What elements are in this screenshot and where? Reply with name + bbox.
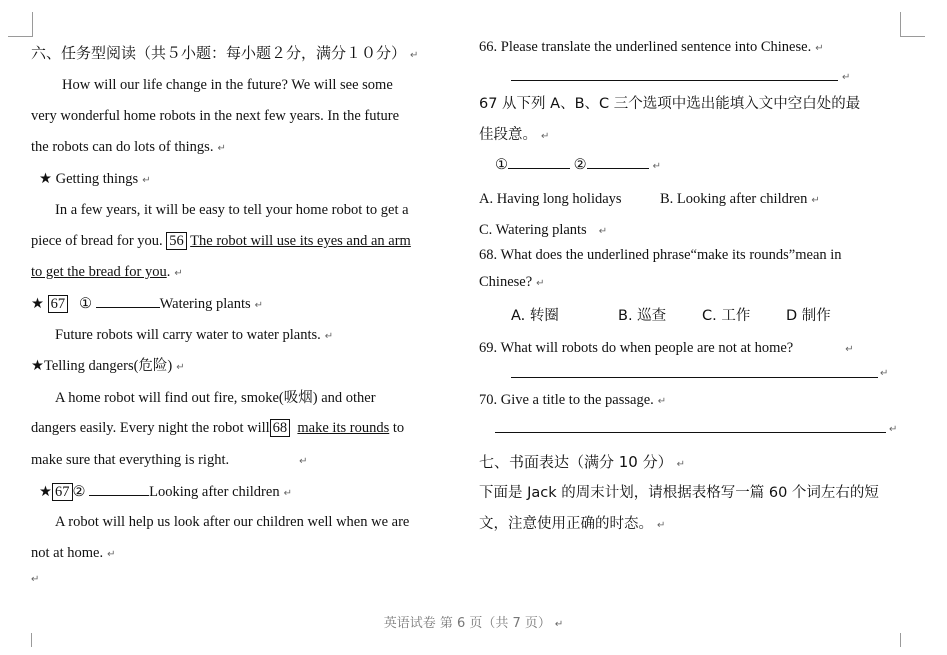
- heading-telling-dangers: ★Telling dangers(危险) ↵: [31, 358, 185, 374]
- heading-watering-plants: ★ 67 ① Watering plants ↵: [31, 293, 263, 316]
- pm-69: ↵: [880, 368, 889, 379]
- question-68-line-2: Chinese? ↵: [479, 274, 545, 290]
- question-67-option-c: C. Watering plants ↵: [479, 222, 608, 238]
- intro-line-1: How will our life change in the future? We will see some: [62, 77, 393, 93]
- intro-line-2: very wonderful home robots in the next few years. In the future: [31, 108, 400, 124]
- heading-getting-things: ★ Getting things ↵: [39, 171, 151, 187]
- para1-line-2: piece of bread for you. 56 The robot will use its eyes and an arm: [31, 233, 411, 249]
- crop-mark-top-right: [900, 12, 925, 37]
- question-67-option-b: B. Looking after children ↵: [660, 191, 820, 207]
- para3-line-3: make sure that everything is right. ↵: [31, 452, 308, 468]
- question-70: 70. Give a title to the passage. ↵: [479, 392, 667, 408]
- blank-1[interactable]: [96, 293, 160, 308]
- answer-blank-67-2[interactable]: [587, 154, 649, 169]
- pm-70: ↵: [889, 424, 898, 435]
- answer-line-66[interactable]: [511, 80, 838, 81]
- question-69: 69. What will robots do when people are not at home? ↵: [479, 340, 854, 356]
- intro-line-3: the robots can do lots of things. ↵: [31, 139, 226, 155]
- question-67-blanks: ① ② ↵: [495, 154, 661, 177]
- question-box-56: 56: [166, 232, 187, 250]
- empty-paragraph: ↵: [31, 574, 40, 585]
- crop-mark-bottom-left: [31, 633, 56, 647]
- answer-line-69[interactable]: [511, 377, 878, 378]
- para4-line-1: A robot will help us look after our children well when we are: [55, 514, 410, 530]
- para3-line-2: dangers easily. Every night the robot will 68 make its rounds to: [31, 420, 405, 436]
- answer-line-70[interactable]: [495, 432, 886, 433]
- question-box-68: 68: [270, 419, 291, 437]
- heading-looking-after-children: ★ 67 ② Looking after children ↵: [39, 481, 292, 504]
- question-67-line-1: 67 从下列 A、B、C 三个选项中选出能填入文中空白处的最: [479, 96, 861, 112]
- para2: Future robots will carry water to water plants. ↵: [55, 327, 334, 343]
- blank-2[interactable]: [89, 481, 149, 496]
- para4-line-2: not at home. ↵: [31, 545, 116, 561]
- underlined-sentence: The robot will use its eyes and an arm: [190, 233, 411, 249]
- section-seven-line-2: 文，注意使用正确的时态。 ↵: [479, 516, 666, 532]
- question-68-option-d: D 制作: [786, 308, 831, 324]
- crop-mark-bottom-right: [876, 633, 901, 647]
- section-seven-line-1: 下面是 Jack 的周末计划，请根据表格写一篇 60 个词左右的短: [479, 485, 879, 501]
- section-six-title: 六、任务型阅读（共５小题：每小题２分，满分１０分） ↵: [31, 44, 419, 62]
- para3-line-1: A home robot will find out fire, smoke(吸烟) and other: [55, 390, 376, 406]
- question-67-line-2: 佳段意。 ↵: [479, 127, 550, 143]
- underlined-phrase: make its rounds: [297, 420, 390, 436]
- question-66: 66. Please translate the underlined sentence into Chinese. ↵: [479, 39, 824, 55]
- pm-66: ↵: [842, 72, 851, 83]
- question-68-option-c: C. 工作: [702, 308, 751, 324]
- para1-line-1: In a few years, it will be easy to tell your home robot to get a: [55, 202, 409, 218]
- section-seven-title: 七、书面表达（满分 10 分） ↵: [479, 453, 686, 471]
- question-68-option-b: B. 巡查: [618, 308, 667, 324]
- para1-line-3: to get the bread for you. ↵: [31, 264, 183, 280]
- answer-blank-67-1[interactable]: [508, 154, 570, 169]
- page-footer: 英语试卷 第 6 页（共 7 页） ↵: [383, 616, 564, 631]
- crop-mark-top-left: [8, 12, 33, 37]
- question-68-line-1: 68. What does the underlined phrase“make its rounds”mean in: [479, 247, 842, 263]
- question-67-option-a: A. Having long holidays: [479, 191, 622, 207]
- question-68-option-a: A. 转圈: [511, 308, 559, 324]
